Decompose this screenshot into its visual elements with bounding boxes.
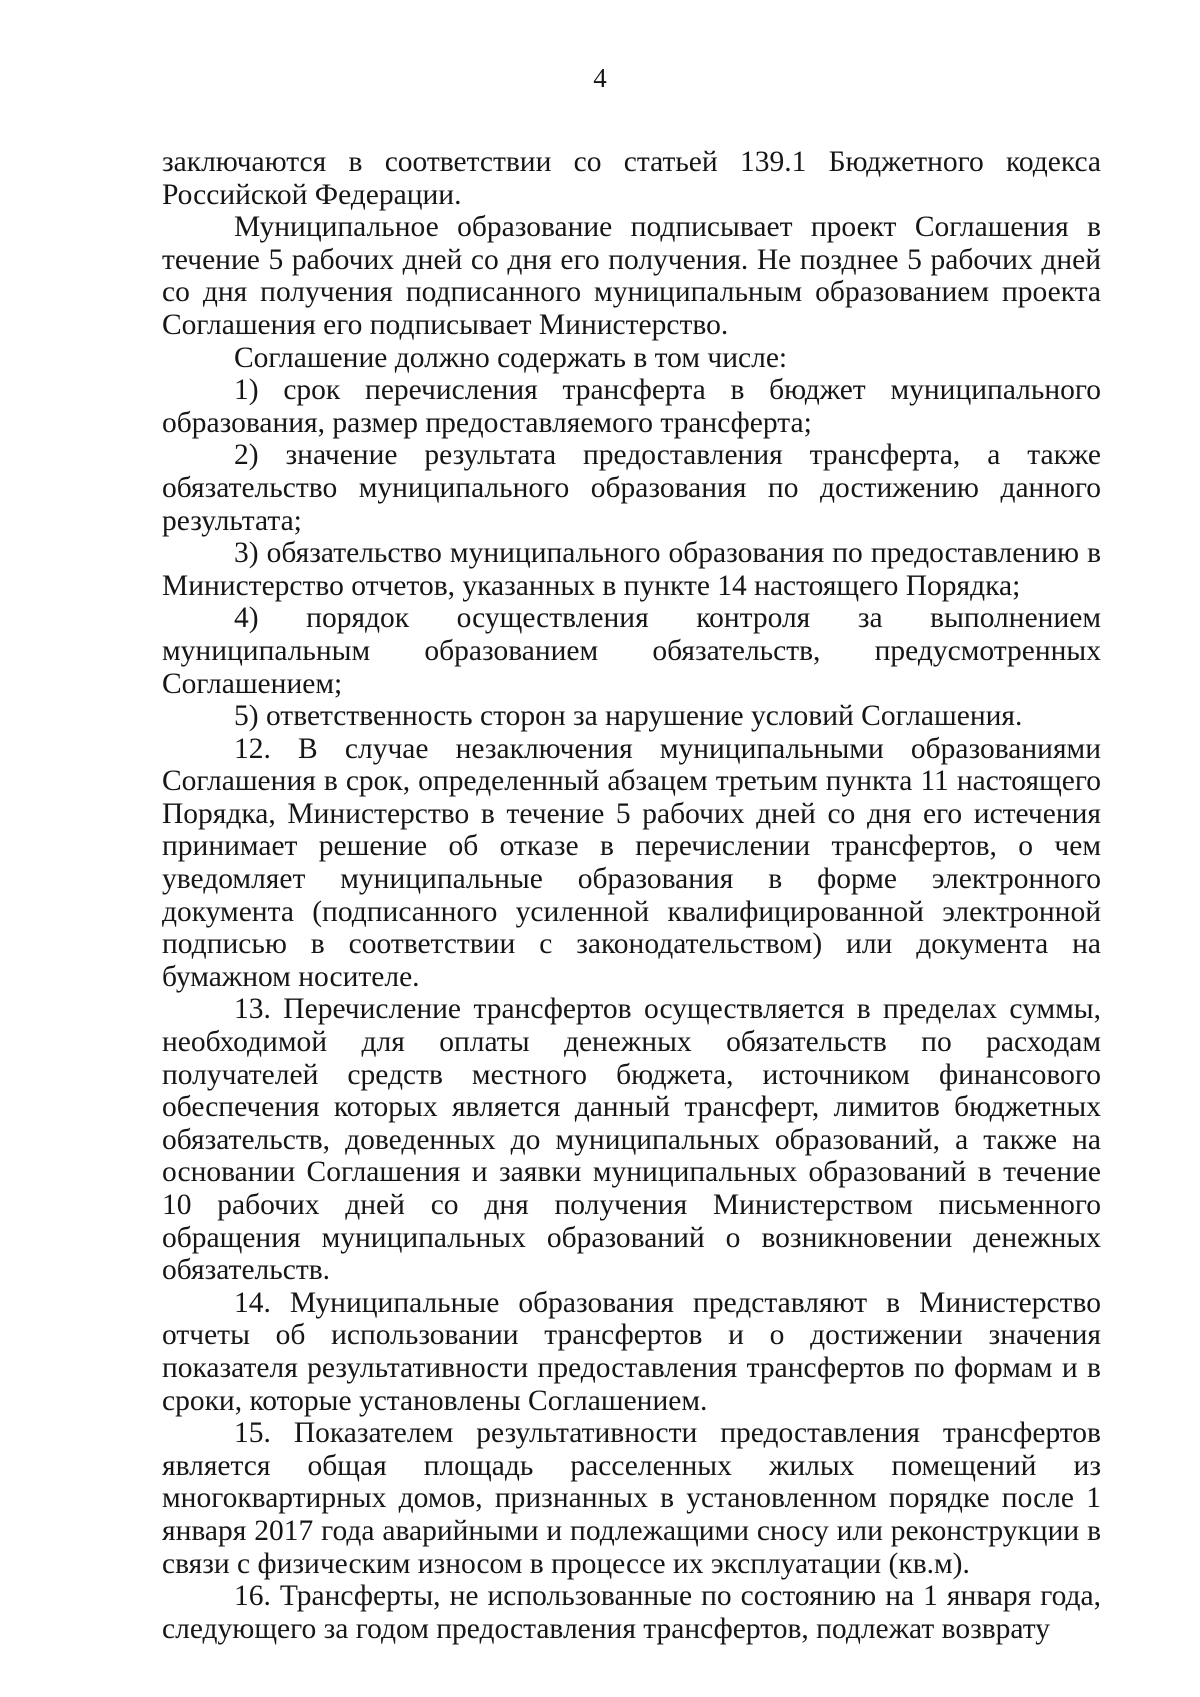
list-item-3: 3) обязательство муниципального образования по предоставлению в Министерство отчетов, указанных в пункте 14 настоящего Порядка; bbox=[162, 537, 1101, 602]
list-item-4: 4) порядок осуществления контроля за выполнением муниципальным образованием обязательств, предусмотренных Соглашением; bbox=[162, 602, 1101, 700]
paragraph-continuation: заключаются в соответствии со статьей 139.1 Бюджетного кодекса Российской Федерации. bbox=[162, 146, 1101, 211]
page-number: 4 bbox=[593, 63, 607, 93]
paragraph-signing: Муниципальное образование подписывает проект Соглашения в течение 5 рабочих дней со дня его получения. Не позднее 5 рабочих дней со дня получения подписанного муниципальным образованием проекта Соглашения его подписывает Министерство. bbox=[162, 211, 1101, 341]
paragraph-clause-12: 12. В случае незаключения муниципальными образованиями Соглашения в срок, определенный абзацем третьим пункта 11 настоящего Порядка, Министерство в течение 5 рабочих дней со дня его истечения принимает решение об отказе в перечислении трансфертов, о чем уведомляет муниципальные образования в форме электронного документа (подписанного усиленной квалифицированной электронной подписью в соответствии с законодательством) или документа на бумажном носителе. bbox=[162, 732, 1101, 993]
paragraph-agreement-contents: Соглашение должно содержать в том числе: bbox=[234, 341, 788, 374]
paragraph-clause-13: 13. Перечисление трансфертов осуществляется в пределах суммы, необходимой для оплаты денежных обязательств по расходам получателей средств местного бюджета, источником финансового обеспечения которых является данный трансферт, лимитов бюджетных обязательств, доведенных до муниципальных образований, а также на основании Соглашения и заявки муниципальных образований в течение 10 рабочих дней со дня получения Министерством письменного обращения муниципальных образований о возникновении денежных обязательств. bbox=[162, 993, 1101, 1287]
paragraph-clause-16: 16. Трансферты, не использованные по состоянию на 1 января года, следующего за годом предоставления трансфертов, подлежат возврату bbox=[162, 1580, 1101, 1645]
list-item-5: 5) ответственность сторон за нарушение условий Соглашения. bbox=[234, 700, 1023, 733]
paragraph-clause-15: 15. Показателем результативности предоставления трансфертов является общая площадь расселенных жилых помещений из многоквартирных домов, признанных в установленном порядке после 1 января 2017 года аварийными и подлежащими сносу или реконструкции в связи с физическим износом в процессе их эксплуатации (кв.м). bbox=[162, 1417, 1101, 1580]
list-item-2: 2) значение результата предоставления трансферта, а также обязательство муниципального образования по достижению данного результата; bbox=[162, 439, 1101, 537]
document-body bbox=[162, 146, 1101, 1645]
list-item-1: 1) срок перечисления трансферта в бюджет муниципального образования, размер предоставляемого трансферта; bbox=[162, 374, 1101, 439]
paragraph-clause-14: 14. Муниципальные образования представляют в Министерство отчеты об использовании трансфертов и о достижении значения показателя результативности предоставления трансфертов по формам и в сроки, которые установлены Соглашением. bbox=[162, 1286, 1101, 1417]
